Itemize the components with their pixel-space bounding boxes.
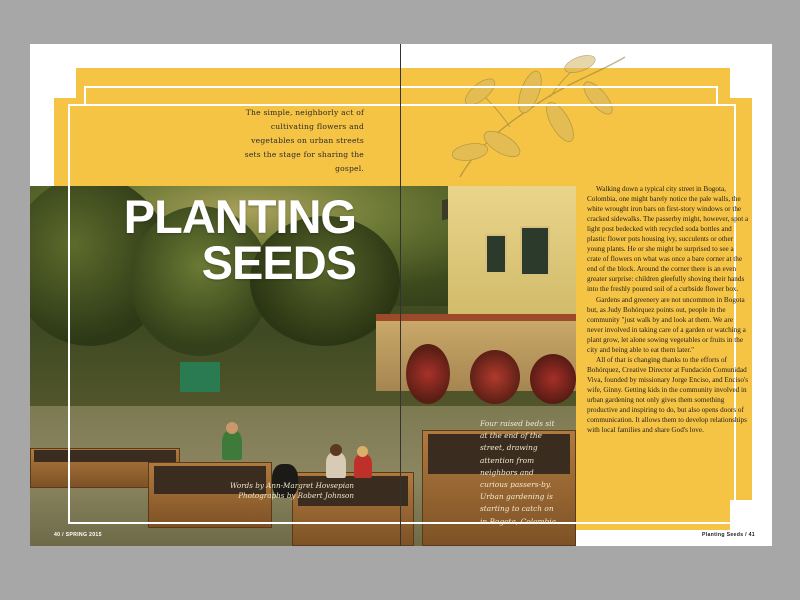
page-gutter bbox=[400, 44, 401, 546]
words-credit: Words by Ann-Margret Hovsepian bbox=[229, 481, 354, 490]
photo-caption: Four raised beds sit at the end of the street, drawing attention from neighbors and curious passers-by. Urban gardening is starting to catch on in Bogota, Colombia. bbox=[480, 419, 559, 526]
headline-line-2: SEEDS bbox=[201, 236, 356, 289]
folio-right: Planting Seeds / 41 bbox=[702, 532, 755, 538]
body-paragraph: All of that is changing thanks to the efforts of Bohórquez, Creative Director at Fundación Comunidad Viva, founded by missionary Jorge Enciso, and Enciso's wife, Ginny. Getting kids in the community involved in urban gardening not only gives them something productive and inspiring to do, but also opens doors of communication. It allows them to develop relationships with local families and share God's love. bbox=[587, 355, 749, 435]
intro-deck: The simple, neighborly act of cultivating flowers and vegetables on urban streets sets the stage for sharing the gospel. bbox=[244, 108, 364, 173]
headline bbox=[90, 190, 356, 289]
headline-line-1: PLANTING bbox=[123, 190, 356, 243]
body-paragraph: Walking down a typical city street in Bogota, Colombia, one might barely notice the pale walls, the white wrought iron bars on first-story windows or the cracked sidewalks. The passerby might, however, spot a light post bedecked with recycled soda bottles and plastic flower pots housing ivy, succulents or other young plants. He or she might be surprised to see a crate of flowers on what was once a bare corner at the end of the block. Around the corner there is an even greater surprise: children gleefully shoving their hands into the freshly poured soil of a curbside flower box. bbox=[587, 185, 749, 294]
frame-notch bbox=[730, 68, 752, 98]
credits bbox=[190, 481, 354, 501]
folio-left: 40 / SPRING 2015 bbox=[54, 532, 102, 538]
frame-notch bbox=[54, 68, 76, 98]
body-copy bbox=[587, 184, 749, 435]
body-paragraph: Gardens and greenery are not uncommon in Bogota but, as Judy Bohórquez points out, people in the community "just walk by and look at them. We are never involved in taking care of a garden or watching a plant grow, let alone sowing vegetables or fruits in the city and being able to eat them later." bbox=[587, 295, 746, 354]
photo-credit: Photographs by Robert Johnson bbox=[238, 491, 354, 500]
magazine-spread bbox=[30, 44, 772, 546]
frame-line bbox=[84, 86, 718, 106]
